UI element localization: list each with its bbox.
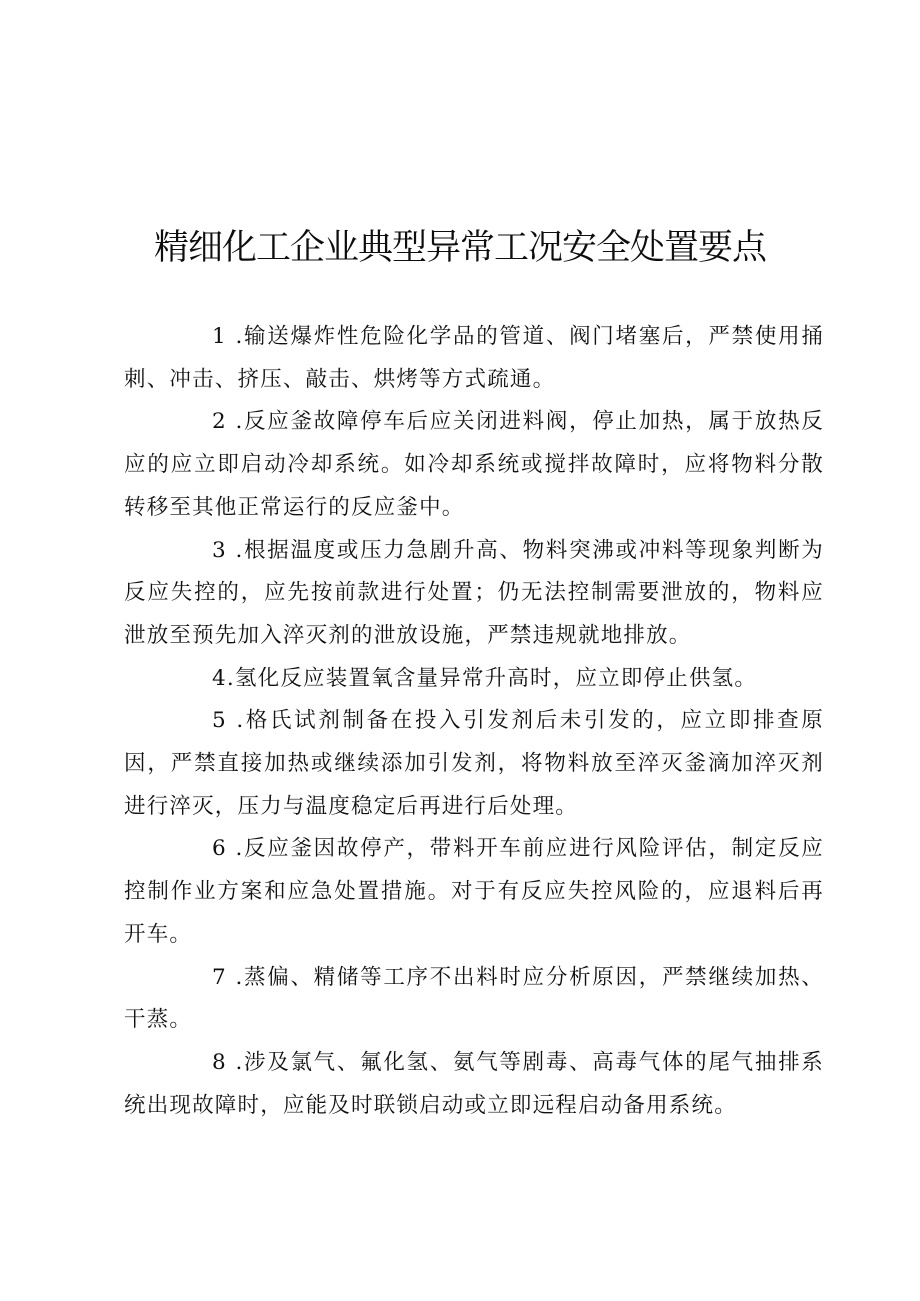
paragraph-separator: . bbox=[235, 537, 244, 563]
paragraph-text: 氢化反应装置氧含量异常升高时，应立即停止供氢。 bbox=[234, 665, 758, 691]
paragraph-number: 8 bbox=[212, 1049, 227, 1075]
paragraph-separator: . bbox=[235, 836, 244, 862]
paragraph-8 bbox=[124, 1042, 824, 1127]
paragraph-4 bbox=[124, 658, 824, 701]
paragraph-7 bbox=[124, 957, 824, 1042]
paragraph-5 bbox=[124, 700, 824, 828]
paragraph-separator: . bbox=[235, 409, 244, 435]
paragraph-number: 5 bbox=[212, 708, 227, 734]
paragraph-separator: . bbox=[236, 708, 245, 734]
paragraph-number: 4 bbox=[212, 665, 227, 691]
paragraph-separator: . bbox=[235, 1049, 244, 1075]
paragraph-1 bbox=[124, 316, 824, 401]
document-title: 精细化工企业典型异常工况安全处置要点 bbox=[153, 228, 766, 268]
paragraph-text: 格氏试剂制备在投入引发剂后未引发的，应立即排查原因，严禁直接加热或继续添加引发剂，将物料放至淬灭釜滴加淬灭剂进行淬灭，压力与温度稳定后再进行后处理。 bbox=[124, 708, 824, 819]
paragraph-separator: . bbox=[226, 665, 235, 691]
document-body bbox=[124, 316, 824, 1127]
paragraph-number: 7 bbox=[212, 964, 227, 990]
paragraph-number: 3 bbox=[212, 537, 227, 563]
paragraph-number: 1 bbox=[212, 324, 227, 349]
paragraph-text: 反应釜故障停车后应关闭进料阀，停止加热，属于放热反应的应立即启动冷却系统。如冷却系统或搅拌故障时，应将物料分散转移至其他正常运行的反应釜中。 bbox=[124, 409, 824, 520]
paragraph-2 bbox=[124, 401, 824, 529]
paragraph-3 bbox=[124, 530, 824, 658]
paragraph-text: 蒸偏、精储等工序不出料时应分析原因，严禁继续加热、干蒸。 bbox=[124, 964, 824, 1033]
paragraph-text: 输送爆炸性危险化学品的管道、阀门堵塞后，严禁使用捅刺、冲击、挤压、敲击、烘烤等方式疏通。 bbox=[124, 324, 824, 392]
paragraph-text: 反应釜因故停产，带料开车前应进行风险评估，制定反应控制作业方案和应急处置措施。对于有反应失控风险的，应退料后再开车。 bbox=[124, 836, 824, 947]
paragraph-number: 2 bbox=[212, 409, 227, 435]
paragraph-6 bbox=[124, 828, 824, 956]
paragraph-number: 6 bbox=[212, 836, 227, 862]
paragraph-text: 涉及氯气、氟化氢、氨气等剧毒、高毒气体的尾气抽排系统出现故障时，应能及时联锁启动或立即远程启动备用系统。 bbox=[124, 1049, 824, 1118]
paragraph-separator: . bbox=[235, 324, 244, 349]
paragraph-separator: . bbox=[235, 964, 244, 990]
paragraph-text: 根据温度或压力急剧升高、物料突沸或冲料等现象判断为反应失控的，应先按前款进行处置；仍无法控制需要泄放的，物料应泄放至预先加入淬灭剂的泄放设施，严禁违规就地排放。 bbox=[124, 537, 824, 648]
